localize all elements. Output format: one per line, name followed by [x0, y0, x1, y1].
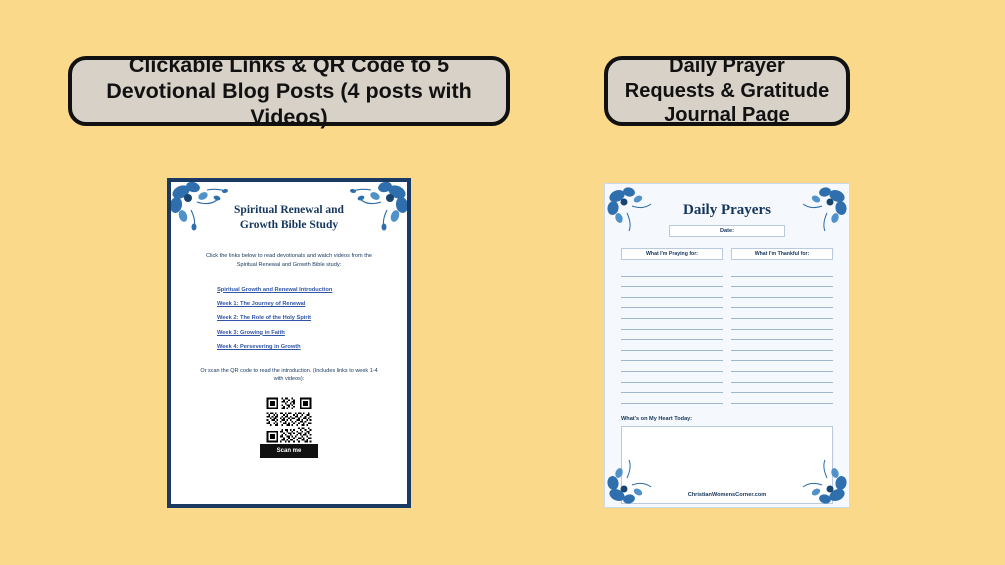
ruled-line	[731, 298, 833, 309]
ruled-line	[621, 298, 723, 309]
ruled-line	[731, 372, 833, 383]
qr-instructions-text: Or scan the QR code to read the introduction. (Includes links to week 1-4 with videos):	[200, 367, 378, 383]
study-intro-text: Click the links below to read devotionals and watch videos from the Spiritual Renewal and Growth Bible study:	[205, 253, 373, 268]
ruled-line	[731, 351, 833, 362]
prayer-columns	[621, 248, 833, 404]
ruled-line	[731, 277, 833, 288]
site-footer: ChristianWomensCorner.com	[687, 492, 767, 498]
ruled-line	[731, 266, 833, 277]
ruled-line	[621, 330, 723, 341]
qr-code-block[interactable]	[260, 396, 318, 458]
ruled-line	[731, 393, 833, 404]
ruled-line	[621, 277, 723, 288]
ruled-line	[621, 287, 723, 298]
ruled-line	[731, 340, 833, 351]
ruled-line	[731, 319, 833, 330]
scan-me-label: Scan me	[260, 444, 318, 458]
devotional-link-list	[203, 287, 375, 351]
banner-left-text: Clickable Links & QR Code to 5 Devotional Blog Posts (4 posts with Videos)	[106, 52, 472, 130]
banner-left-devotional-links	[68, 52, 510, 130]
ruled-line	[621, 351, 723, 362]
ruled-line	[731, 330, 833, 341]
heart-section-label: What's on My Heart Today:	[621, 415, 693, 422]
devotional-link-week4[interactable]: Week 4: Persevering in Growth	[217, 344, 301, 351]
ruled-line	[621, 266, 723, 277]
thankful-column	[731, 248, 833, 404]
thankful-lines[interactable]	[731, 266, 833, 404]
praying-column	[621, 248, 723, 404]
prayers-page-title: Daily Prayers	[683, 202, 771, 218]
date-label: Date:	[720, 228, 734, 234]
ruled-line	[731, 287, 833, 298]
ruled-line	[621, 372, 723, 383]
ruled-line	[621, 393, 723, 404]
thankful-column-header: What I'm Thankful for:	[731, 248, 833, 260]
document-preview-daily-prayers[interactable]	[604, 183, 850, 508]
ruled-line	[731, 383, 833, 394]
ruled-line	[731, 361, 833, 372]
praying-lines[interactable]	[621, 266, 723, 404]
praying-column-header: What I'm Praying for:	[621, 248, 723, 260]
qr-code-icon[interactable]	[260, 396, 318, 444]
ruled-line	[621, 361, 723, 372]
ruled-line	[621, 340, 723, 351]
ruled-line	[621, 308, 723, 319]
devotional-link-intro[interactable]: Spiritual Growth and Renewal Introduction	[217, 286, 333, 293]
devotional-link-week2[interactable]: Week 2: The Role of the Holy Spirit	[217, 315, 312, 322]
banner-right-prayer-journal	[604, 56, 850, 126]
devotional-link-week3[interactable]: Week 3: Growing in Faith	[217, 329, 285, 336]
ruled-line	[621, 383, 723, 394]
banner-right-text: Daily Prayer Requests & Gratitude Journal Page	[624, 55, 830, 127]
ruled-line	[731, 308, 833, 319]
date-field[interactable]	[669, 225, 785, 237]
devotional-link-week1[interactable]: Week 1: The Journey of Renewal	[217, 301, 306, 307]
study-title: Spiritual Renewal and Growth Bible Study	[234, 204, 344, 231]
document-preview-bible-study[interactable]	[167, 178, 411, 508]
ruled-line	[621, 319, 723, 330]
